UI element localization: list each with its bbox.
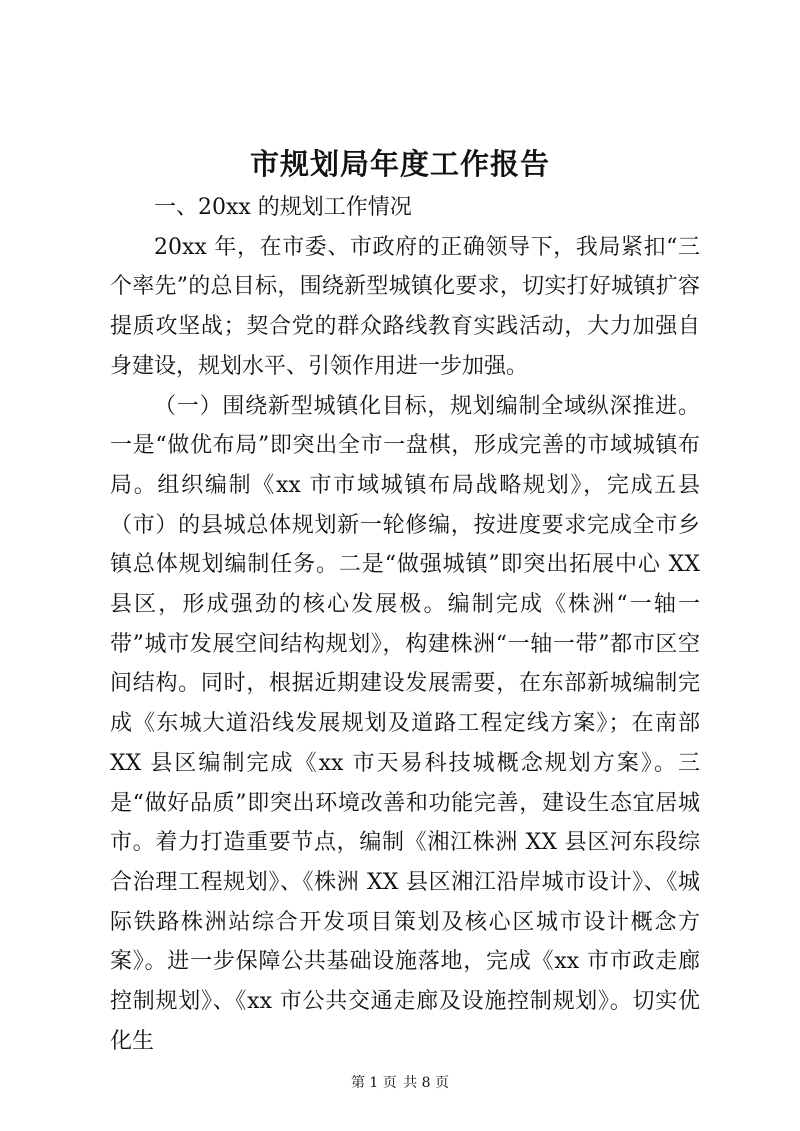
intro-paragraph: 20xx 年，在市委、市政府的正确领导下，我局紧扣“三个率先”的总目标，围绕新型城镇化要求，切实打好城镇扩容提质攻坚战；契合党的群众路线教育实践活动，大力加强自身建设，规划水平、引领作用进一步加强。: [110, 234, 700, 379]
page-total: 共 8 页: [403, 1075, 450, 1091]
planning-paragraph: （一）围绕新型城镇化目标，规划编制全域纵深推进。一是“做优布局”即突出全市一盘棋，形成完善的市域城镇布局。组织编制《xx 市市域城镇布局战略规划》，完成五县（市）的县城总体规划新一轮修编，按进度要求完成全市乡镇总体规划编制任务。二是“做强城镇”即突出拓展中心 XX 县区，形成强劲的核心发展极。编制完成《株洲“一轴一带”城市发展空间结构规划》，构建株洲“一轴一带”都市区空间结构。同时，根据近期建设发展需要，在东部新城编制完成《东城大道沿线发展规划及道路工程定线方案》；在南部 XX 县区编制完成《xx 市天易科技城概念规划方案》。三是“做好品质”即突出环境改善和功能完善，建设生态宜居城市。着力打造重要节点，编制《湘江株洲 XX 县区河东段综合治理工程规划》、《株洲 XX 县区湘江沿岸城市设计》、《城际铁路株洲站综合开发项目策划及核心区城市设计概念方案》。进一步保障公共基础设施落地，完成《xx 市市政走廊控制规划》、《xx 市公共交通走廊及设施控制规划》。切实优化生: [110, 393, 700, 1054]
page-footer: [0, 1073, 800, 1093]
page-number: 第 1 页: [350, 1075, 397, 1091]
document-body: [110, 188, 700, 1061]
section-heading: 一、20xx 的规划工作情况: [154, 195, 412, 220]
document-title: 市规划局年度工作报告: [249, 147, 550, 181]
